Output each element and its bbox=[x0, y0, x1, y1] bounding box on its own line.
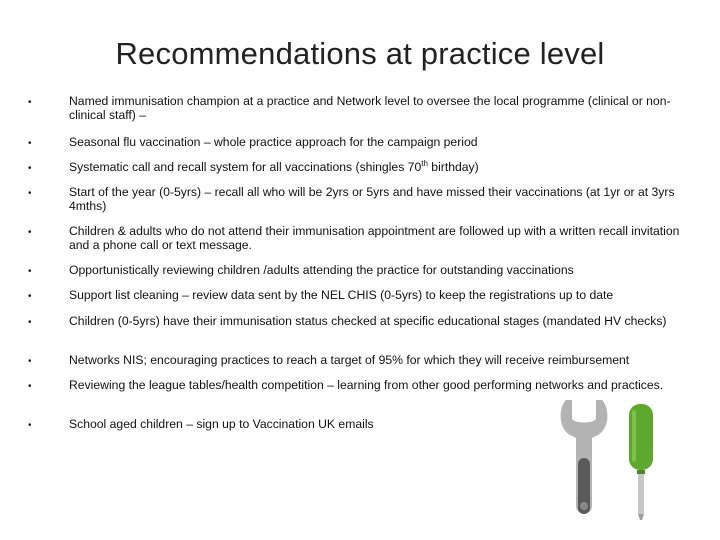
bullet-marker: • bbox=[28, 266, 32, 277]
slide-title: Recommendations at practice level bbox=[115, 36, 605, 71]
text-part: Systematic call and recall system for all vaccinations (shingles 70 bbox=[69, 160, 422, 174]
list-item-text bbox=[69, 158, 479, 175]
list-item bbox=[28, 186, 684, 213]
list-item bbox=[28, 379, 684, 394]
bullet-marker: • bbox=[28, 97, 32, 108]
text-part: birthday) bbox=[427, 160, 479, 174]
list-item bbox=[28, 354, 684, 369]
list-item-text: Named immunisation champion at a practice and Network level to oversee the local programme (clinical or non-clinical staff) – bbox=[69, 94, 671, 122]
list-item-text: Start of the year (0-5yrs) – recall all who will be 2yrs or 5yrs and have missed their vaccinations (at 1yr or at 3yrs 4mths) bbox=[69, 185, 675, 213]
list-item-text: Reviewing the league tables/health competition – learning from other good performing networks and practices. bbox=[69, 378, 664, 392]
list-item-text: Support list cleaning – review data sent by the NEL CHIS (0-5yrs) to keep the registrations up to date bbox=[69, 288, 614, 302]
bullet-marker: • bbox=[28, 291, 32, 302]
list-item-text: Children (0-5yrs) have their immunisation status checked at specific educational stages (mandated HV checks) bbox=[69, 314, 667, 328]
list-item bbox=[28, 158, 684, 176]
list-item bbox=[28, 225, 684, 252]
list-item-text: Children & adults who do not attend their immunisation appointment are followed up with a written recall invitation and a phone call or text message. bbox=[69, 224, 680, 252]
bullet-marker: • bbox=[28, 227, 32, 238]
list-item-text: School aged children – sign up to Vaccination UK emails bbox=[69, 417, 374, 431]
wrench-icon bbox=[561, 400, 608, 514]
screwdriver-icon bbox=[629, 404, 653, 520]
list-item-text: Opportunistically reviewing children /adults attending the practice for outstanding vaccinations bbox=[69, 263, 574, 277]
superscript: th bbox=[421, 158, 428, 168]
list-item bbox=[28, 264, 684, 279]
bullet-marker: • bbox=[28, 317, 32, 328]
bullet-marker: • bbox=[28, 356, 32, 367]
bullet-marker: • bbox=[28, 420, 32, 431]
list-item-text: Networks NIS; encouraging practices to reach a target of 95% for which they will receive reimbursement bbox=[69, 353, 630, 367]
list-item bbox=[28, 289, 684, 304]
list-item bbox=[28, 136, 684, 151]
list-item bbox=[28, 95, 684, 122]
bullet-marker: • bbox=[28, 381, 32, 392]
list-item bbox=[28, 315, 684, 330]
bullet-marker: • bbox=[28, 138, 32, 149]
tools-illustration bbox=[556, 394, 666, 524]
bullet-marker: • bbox=[28, 163, 32, 174]
list-item-text: Seasonal flu vaccination – whole practice approach for the campaign period bbox=[69, 135, 478, 149]
bullet-marker: • bbox=[28, 188, 32, 199]
